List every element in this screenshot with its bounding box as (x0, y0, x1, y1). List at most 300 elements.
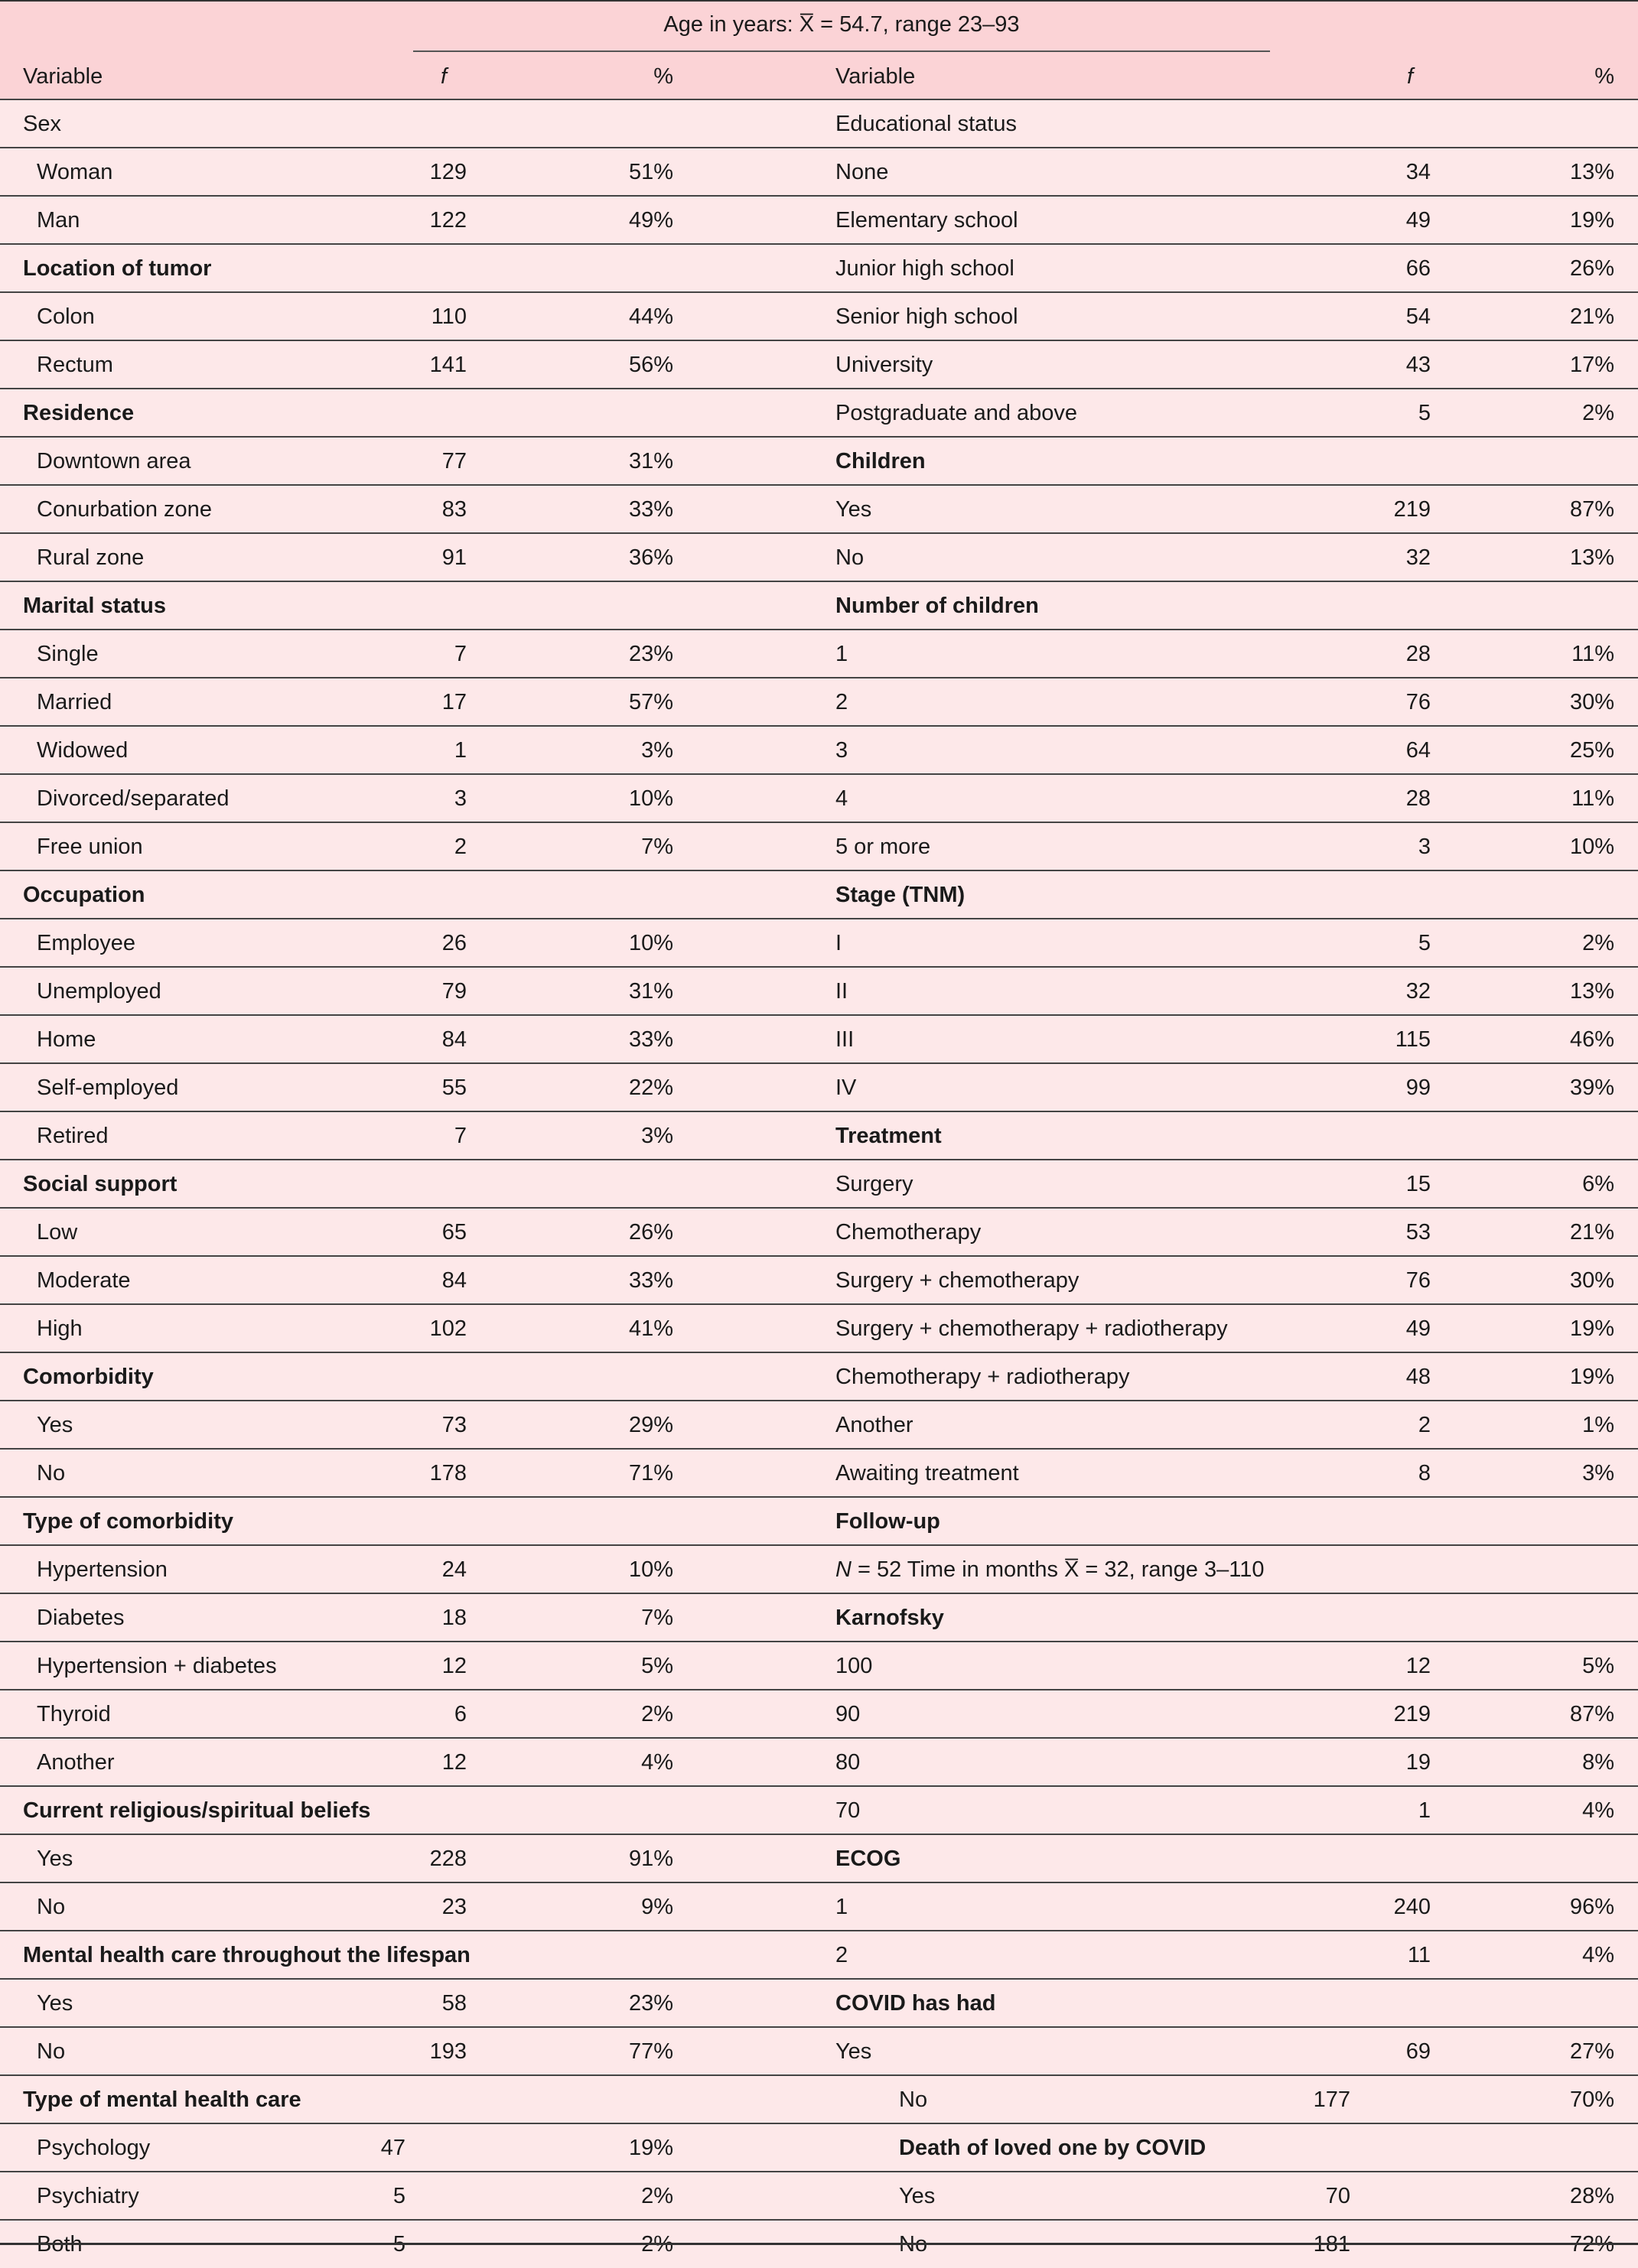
right-frequency: 64 (1405, 738, 1431, 763)
left-frequency: 84 (441, 1027, 467, 1052)
header-pct-right: % (1594, 64, 1614, 89)
right-variable: Elementary school (835, 208, 1018, 233)
left-percent (581, 1498, 673, 1545)
right-variable: Junior high school (835, 256, 1014, 281)
left-frequency (375, 1498, 467, 1545)
right-percent (1522, 582, 1614, 630)
right-variable: Stage (TNM) (835, 883, 966, 907)
left-frequency: 17 (441, 690, 467, 714)
left-variable: Woman (37, 160, 113, 184)
right-variable: COVID has had (835, 1991, 996, 2016)
left-variable: Moderate (37, 1268, 131, 1293)
right-percent: 11% (1571, 642, 1614, 666)
left-variable: Diabetes (37, 1606, 125, 1630)
left-percent: 3% (641, 1124, 673, 1148)
right-frequency (1339, 100, 1431, 148)
left-frequency: 141 (429, 353, 467, 377)
left-percent: 31% (628, 979, 673, 1004)
table-row (0, 1978, 1638, 2026)
right-frequency: 12 (1405, 1654, 1431, 1678)
right-frequency: 28 (1405, 642, 1431, 666)
left-variable: Thyroid (37, 1702, 111, 1726)
left-variable: Social support (23, 1172, 177, 1196)
right-frequency: 115 (1395, 1027, 1431, 1052)
left-variable: Colon (37, 304, 95, 329)
left-frequency (375, 389, 467, 437)
left-variable: Psychology (37, 2136, 151, 2160)
left-variable: Psychiatry (37, 2184, 139, 2208)
right-percent: 30% (1569, 690, 1614, 714)
table-row (0, 99, 1638, 147)
right-frequency: 1 (1418, 1798, 1431, 1823)
left-percent: 33% (628, 1268, 673, 1293)
header-variable-left: Variable (23, 64, 103, 89)
table-row (0, 773, 1638, 822)
left-percent (581, 1353, 673, 1401)
left-percent: 7% (641, 835, 673, 859)
right-variable: 80 (835, 1750, 861, 1775)
right-percent: 17% (1569, 353, 1614, 377)
age-spanner-rule (413, 50, 1270, 52)
age-summary: Age in years: X̅ = 54.7, range 23–93 (663, 12, 1020, 37)
table-row (0, 966, 1638, 1014)
table-row (0, 1930, 1638, 1978)
table-row (0, 340, 1638, 388)
left-variable: Occupation (23, 883, 145, 907)
right-frequency (1339, 438, 1431, 485)
right-percent: 10% (1569, 835, 1614, 859)
left-variable: Sex (23, 112, 61, 136)
right-variable: Surgery + chemotherapy (835, 1268, 1080, 1293)
left-frequency (375, 245, 467, 292)
table-row (0, 1207, 1638, 1255)
left-frequency: 7 (454, 1124, 467, 1148)
left-percent: 56% (628, 353, 673, 377)
right-percent (1522, 438, 1614, 485)
right-frequency (1339, 1112, 1431, 1160)
left-frequency: 122 (429, 208, 467, 233)
left-percent: 36% (628, 545, 673, 570)
left-frequency (375, 1353, 467, 1401)
left-frequency: 18 (441, 1606, 467, 1630)
left-variable: Hypertension (37, 1557, 168, 1582)
left-frequency: 110 (431, 304, 467, 329)
right-frequency (1259, 2124, 1350, 2172)
right-variable: Follow-up (835, 1509, 940, 1534)
left-frequency: 1 (454, 738, 467, 763)
right-variable: IV (835, 1075, 857, 1100)
left-frequency: 26 (441, 931, 467, 955)
left-variable: Free union (37, 835, 143, 859)
left-frequency (375, 582, 467, 630)
right-percent: 8% (1582, 1750, 1614, 1775)
left-variable: Conurbation zone (37, 497, 212, 522)
table-row (0, 822, 1638, 870)
right-percent: 26% (1569, 256, 1614, 281)
right-variable: 2 (835, 690, 848, 714)
left-percent: 23% (628, 642, 673, 666)
left-percent (581, 582, 673, 630)
table-row (0, 436, 1638, 484)
right-percent: 3% (1582, 1461, 1614, 1485)
left-frequency (375, 1931, 467, 1979)
table-row (0, 243, 1638, 291)
right-frequency: 177 (1313, 2087, 1350, 2112)
left-variable: Retired (37, 1124, 109, 1148)
right-frequency: 2 (1418, 1413, 1431, 1437)
table-row (0, 1062, 1638, 1111)
left-percent (581, 1160, 673, 1208)
right-variable: Surgery + chemotherapy + radiotherapy (835, 1316, 1228, 1341)
table-row (0, 725, 1638, 773)
right-percent: 2% (1582, 401, 1614, 425)
left-frequency: 178 (429, 1461, 467, 1485)
right-variable: Number of children (835, 594, 1039, 618)
left-frequency: 58 (441, 1991, 467, 2016)
left-frequency: 3 (454, 786, 467, 811)
right-variable: 100 (835, 1654, 873, 1678)
left-percent: 49% (628, 208, 673, 233)
right-variable: II (835, 979, 848, 1004)
right-frequency: 69 (1405, 2039, 1431, 2064)
right-percent: 19% (1569, 1316, 1614, 1341)
right-percent: 21% (1569, 1220, 1614, 1245)
right-variable: 70 (835, 1798, 861, 1823)
table-row (0, 1352, 1638, 1400)
left-frequency: 23 (441, 1895, 467, 1919)
left-percent: 31% (628, 449, 673, 473)
right-percent: 87% (1569, 497, 1614, 522)
right-variable: Awaiting treatment (835, 1461, 1019, 1485)
left-variable: Low (37, 1220, 78, 1245)
right-percent (1522, 1498, 1614, 1545)
right-variable: Yes (899, 2184, 936, 2208)
left-percent: 23% (628, 1991, 673, 2016)
right-frequency: 28 (1405, 786, 1431, 811)
left-percent: 41% (628, 1316, 673, 1341)
left-variable: Current religious/spiritual beliefs (23, 1798, 371, 1823)
right-variable: Chemotherapy (835, 1220, 982, 1245)
right-percent: 21% (1569, 304, 1614, 329)
left-variable: Man (37, 208, 80, 233)
table-row (0, 1593, 1638, 1641)
left-frequency: 47 (380, 2136, 405, 2160)
right-percent: 96% (1569, 1895, 1614, 1919)
right-percent: 11% (1571, 786, 1614, 811)
left-variable: Married (37, 690, 112, 714)
right-frequency: 49 (1405, 1316, 1431, 1341)
left-variable: Home (37, 1027, 96, 1052)
table-header (0, 0, 1638, 99)
table-row (0, 1014, 1638, 1062)
right-variable: Postgraduate and above (835, 401, 1078, 425)
bottom-rule (0, 2243, 1638, 2245)
left-percent: 5% (641, 1654, 673, 1678)
right-percent: 4% (1582, 1798, 1614, 1823)
right-percent: 5% (1582, 1654, 1614, 1678)
left-percent: 10% (628, 786, 673, 811)
table-row (0, 1882, 1638, 1930)
right-variable: Another (835, 1413, 913, 1437)
left-variable: Rectum (37, 353, 113, 377)
left-variable: Divorced/separated (37, 786, 230, 811)
left-percent (581, 1787, 673, 1834)
right-frequency (1339, 871, 1431, 919)
table-row (0, 870, 1638, 918)
left-variable: Downtown area (37, 449, 191, 473)
left-variable: Yes (37, 1413, 73, 1437)
table-row (0, 2171, 1638, 2219)
right-frequency: 48 (1405, 1365, 1431, 1389)
left-frequency: 193 (429, 2039, 467, 2064)
left-frequency (375, 1787, 467, 1834)
left-percent (581, 245, 673, 292)
table-row (0, 1400, 1638, 1448)
right-percent: 1% (1582, 1413, 1614, 1437)
table-row (0, 291, 1638, 340)
right-frequency: 43 (1405, 353, 1431, 377)
right-percent (1522, 1835, 1614, 1882)
left-percent: 51% (628, 160, 673, 184)
right-variable: No (899, 2232, 928, 2257)
right-frequency: 8 (1418, 1461, 1431, 1485)
table-row (0, 1785, 1638, 1834)
left-percent (581, 389, 673, 437)
left-variable: Yes (37, 1847, 73, 1871)
right-percent (1522, 871, 1614, 919)
table-row (0, 484, 1638, 532)
right-variable: Treatment (835, 1124, 942, 1148)
right-percent: 4% (1582, 1943, 1614, 1967)
right-frequency: 219 (1393, 497, 1431, 522)
left-percent: 44% (628, 304, 673, 329)
right-frequency: 70 (1325, 2184, 1350, 2208)
right-percent: 13% (1569, 160, 1614, 184)
left-frequency (375, 100, 467, 148)
right-percent (1522, 1980, 1614, 2027)
left-frequency: 129 (429, 160, 467, 184)
right-frequency: 53 (1405, 1220, 1431, 1245)
left-frequency: 83 (441, 497, 467, 522)
left-variable: Unemployed (37, 979, 161, 1004)
right-percent: 25% (1569, 738, 1614, 763)
left-percent: 4% (641, 1750, 673, 1775)
left-percent: 2% (641, 1702, 673, 1726)
right-frequency (1339, 1980, 1431, 2027)
table-row (0, 1448, 1638, 1496)
table-row (0, 918, 1638, 966)
left-percent: 3% (641, 738, 673, 763)
right-frequency: 5 (1418, 931, 1431, 955)
left-frequency: 91 (441, 545, 467, 570)
left-frequency (375, 1160, 467, 1208)
right-variable: I (835, 931, 842, 955)
right-frequency: 76 (1405, 690, 1431, 714)
right-percent: 39% (1569, 1075, 1614, 1100)
right-frequency: 181 (1313, 2232, 1350, 2257)
right-frequency: 32 (1405, 545, 1431, 570)
table-row (0, 1255, 1638, 1303)
header-f-right: f (1406, 64, 1414, 89)
left-percent (581, 871, 673, 919)
right-frequency (1339, 582, 1431, 630)
table-row (0, 1159, 1638, 1207)
right-variable: Karnofsky (835, 1606, 944, 1630)
left-percent (581, 100, 673, 148)
table-row (0, 147, 1638, 195)
left-percent: 7% (641, 1606, 673, 1630)
left-frequency: 73 (441, 1413, 467, 1437)
right-percent (1522, 1546, 1614, 1593)
left-variable: No (37, 1461, 66, 1485)
right-frequency: 76 (1405, 1268, 1431, 1293)
table-row (0, 388, 1638, 436)
right-frequency: 3 (1418, 835, 1431, 859)
right-frequency (1339, 1835, 1431, 1882)
left-variable: Yes (37, 1991, 73, 2016)
right-variable: Children (835, 449, 926, 473)
left-percent: 10% (628, 1557, 673, 1582)
left-percent: 9% (641, 1895, 673, 1919)
left-percent: 26% (628, 1220, 673, 1245)
right-frequency (1339, 1594, 1431, 1642)
table-row (0, 629, 1638, 677)
right-percent: 27% (1569, 2039, 1614, 2064)
right-variable: Death of loved one by COVID (899, 2136, 1207, 2160)
table-row (0, 1111, 1638, 1159)
left-variable: High (37, 1316, 83, 1341)
right-percent: 46% (1569, 1027, 1614, 1052)
right-variable: Educational status (835, 112, 1017, 136)
left-variable: Self-employed (37, 1075, 179, 1100)
left-percent: 71% (628, 1461, 673, 1485)
right-variable: 5 or more (835, 835, 931, 859)
left-variable: Hypertension + diabetes (37, 1654, 277, 1678)
left-frequency (314, 2076, 405, 2123)
right-percent: 2% (1582, 931, 1614, 955)
left-percent: 10% (628, 931, 673, 955)
right-variable: N = 52 Time in months X̅ = 32, range 3–110 (835, 1557, 1265, 1582)
right-percent: 6% (1582, 1172, 1614, 1196)
header-variable-right: Variable (835, 64, 916, 89)
right-variable: 90 (835, 1702, 861, 1726)
left-percent: 91% (628, 1847, 673, 1871)
right-percent: 70% (1569, 2087, 1614, 2112)
right-variable: ECOG (835, 1847, 901, 1871)
right-percent (1522, 2124, 1614, 2172)
right-percent: 72% (1569, 2232, 1614, 2257)
right-percent: 28% (1569, 2184, 1614, 2208)
left-percent: 19% (628, 2136, 673, 2160)
right-variable: III (835, 1027, 855, 1052)
table-row (0, 532, 1638, 581)
left-percent: 33% (628, 497, 673, 522)
right-frequency: 66 (1405, 256, 1431, 281)
left-variable: Marital status (23, 594, 166, 618)
right-frequency: 219 (1393, 1702, 1431, 1726)
right-frequency: 99 (1405, 1075, 1431, 1100)
left-frequency: 65 (441, 1220, 467, 1245)
left-frequency: 7 (454, 642, 467, 666)
right-percent (1522, 100, 1614, 148)
table-row (0, 2026, 1638, 2074)
left-frequency: 77 (441, 449, 467, 473)
left-variable: No (37, 2039, 66, 2064)
left-variable: Employee (37, 931, 135, 955)
right-variable: 1 (835, 1895, 848, 1919)
right-percent: 13% (1569, 545, 1614, 570)
left-frequency: 2 (454, 835, 467, 859)
right-frequency: 54 (1405, 304, 1431, 329)
left-variable: Type of mental health care (23, 2087, 301, 2112)
left-variable: Comorbidity (23, 1365, 154, 1389)
left-frequency: 5 (392, 2232, 405, 2257)
left-percent (581, 1931, 673, 1979)
right-percent (1522, 1594, 1614, 1642)
left-percent: 2% (641, 2184, 673, 2208)
left-percent: 33% (628, 1027, 673, 1052)
right-variable: None (835, 160, 889, 184)
right-variable: Yes (835, 2039, 872, 2064)
left-variable: Rural zone (37, 545, 145, 570)
right-frequency: 5 (1418, 401, 1431, 425)
right-variable: No (835, 545, 865, 570)
right-percent: 13% (1569, 979, 1614, 1004)
table-row (0, 1303, 1638, 1352)
table-row (0, 581, 1638, 629)
table-row (0, 1689, 1638, 1737)
table-row (0, 677, 1638, 725)
right-frequency (1339, 1498, 1431, 1545)
table-row (0, 2123, 1638, 2171)
right-percent (1522, 1112, 1614, 1160)
right-frequency: 15 (1405, 1172, 1431, 1196)
left-frequency: 12 (441, 1750, 467, 1775)
table-row (0, 1641, 1638, 1689)
right-percent: 87% (1569, 1702, 1614, 1726)
left-frequency: 79 (441, 979, 467, 1004)
table-row (0, 1496, 1638, 1544)
header-pct-left: % (653, 64, 673, 89)
right-frequency: 32 (1405, 979, 1431, 1004)
right-variable: 1 (835, 642, 848, 666)
header-f-left: f (440, 64, 448, 89)
left-percent: 22% (628, 1075, 673, 1100)
right-frequency: 240 (1393, 1895, 1431, 1919)
right-variable: Senior high school (835, 304, 1018, 329)
right-percent: 19% (1569, 1365, 1614, 1389)
right-frequency (1339, 1546, 1431, 1593)
left-variable: Location of tumor (23, 256, 212, 281)
right-variable: 2 (835, 1943, 848, 1967)
right-variable: Chemotherapy + radiotherapy (835, 1365, 1130, 1389)
left-frequency: 55 (441, 1075, 467, 1100)
left-frequency: 12 (441, 1654, 467, 1678)
right-variable: Surgery (835, 1172, 913, 1196)
left-percent: 29% (628, 1413, 673, 1437)
right-variable: 3 (835, 738, 848, 763)
right-variable: No (899, 2087, 928, 2112)
right-frequency: 19 (1405, 1750, 1431, 1775)
table-row (0, 1834, 1638, 1882)
left-percent (581, 2076, 673, 2123)
left-frequency: 24 (441, 1557, 467, 1582)
left-variable: No (37, 1895, 66, 1919)
left-frequency (375, 871, 467, 919)
right-variable: Yes (835, 497, 872, 522)
left-percent: 2% (641, 2232, 673, 2257)
left-frequency: 6 (454, 1702, 467, 1726)
